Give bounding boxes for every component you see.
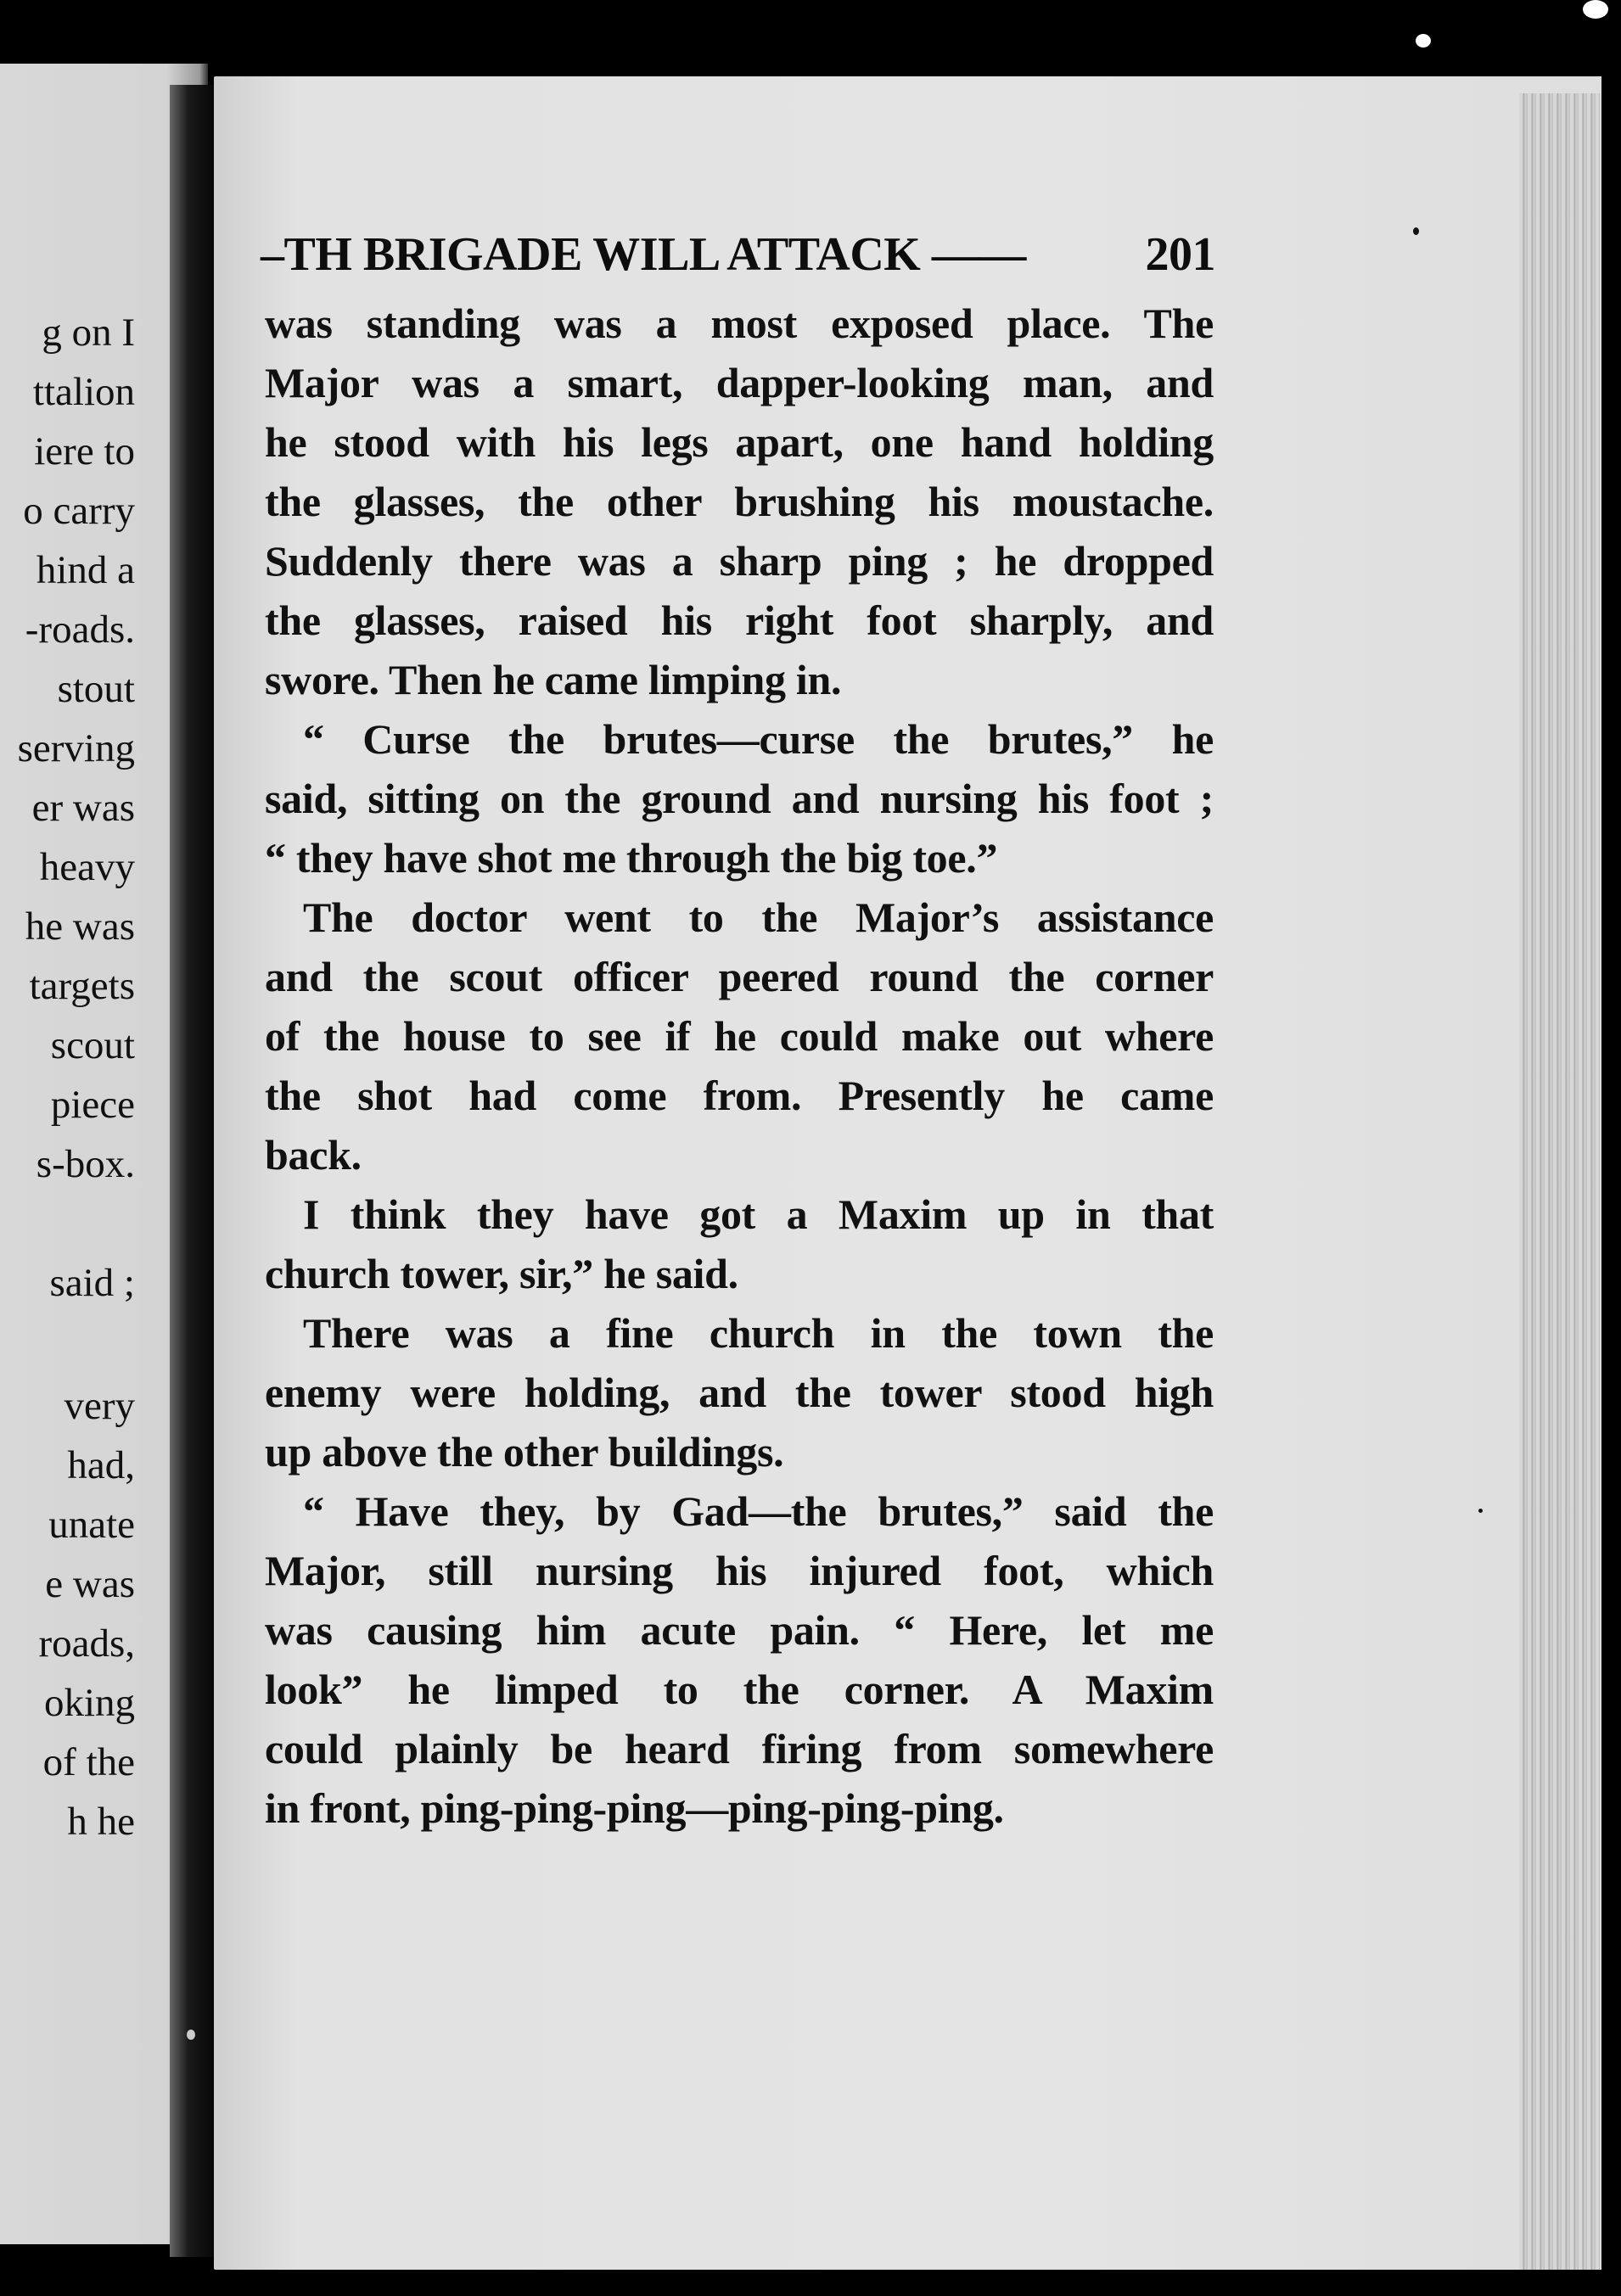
left-page-line: said ; (49, 1261, 135, 1305)
running-head (261, 227, 1215, 282)
text-line: The doctor went to the Major’s assistance (303, 893, 1214, 941)
text-line: “ Have they, by Gad—the brutes,” said the (303, 1487, 1214, 1535)
left-page-line: targets (29, 964, 135, 1008)
text-line: look” he limped to the corner. A Maxim (265, 1666, 1214, 1713)
left-page-line: -roads. (25, 608, 135, 652)
left-page-line: oking (43, 1681, 135, 1725)
text-line: could plainly be heard firing from somewhere (265, 1725, 1214, 1772)
left-page-line: ttalion (32, 370, 135, 414)
text-line: the shot had come from. Presently he came (265, 1072, 1214, 1119)
text-line: There was a fine church in the town the (303, 1309, 1214, 1357)
text-line: enemy were holding, and the tower stood high (265, 1369, 1214, 1416)
left-page-line: h he (67, 1800, 135, 1844)
scan-speck (187, 2030, 195, 2040)
text-line: swore. Then he came limping in. (265, 656, 842, 703)
text-line: Suddenly there was a sharp ping ; he dropped (265, 537, 1214, 585)
left-page-line: heavy (39, 845, 135, 889)
text-line: said, sitting on the ground and nursing his foot ; (265, 775, 1214, 822)
text-line: he stood with his legs apart, one hand holding (265, 418, 1214, 466)
left-page-line: very (64, 1384, 135, 1428)
left-page-line: g on I (42, 311, 135, 355)
book-gutter (170, 85, 216, 2257)
running-head-title: –TH BRIGADE WILL ATTACK —— (261, 228, 1026, 281)
scan-speck (1583, 0, 1608, 19)
left-page-line: he was (25, 904, 135, 949)
left-page-line: of the (42, 1740, 135, 1784)
text-line: “ Curse the brutes—curse the brutes,” he (303, 715, 1214, 763)
text-line: in front, ping-ping-ping—ping-ping-ping. (265, 1784, 1004, 1832)
text-line: and the scout officer peered round the corner (265, 953, 1214, 1000)
left-page-line: e was (45, 1562, 135, 1606)
left-page-line: scout (50, 1023, 135, 1067)
left-page-line: o carry (23, 489, 135, 533)
text-line: I think they have got a Maxim up in that (303, 1190, 1214, 1238)
left-page-line: piece (50, 1083, 135, 1127)
left-page-line: had, (67, 1443, 135, 1487)
left-page-line: serving (17, 726, 135, 770)
page-edge (1519, 93, 1600, 2270)
left-page-line: er was (31, 786, 135, 830)
text-line: of the house to see if he could make out where (265, 1012, 1214, 1060)
text-line: Major, still nursing his injured foot, which (265, 1547, 1214, 1594)
text-line: back. (265, 1131, 362, 1179)
text-line: was standing was a most exposed place. The (265, 300, 1214, 347)
left-page-line: iere to (34, 429, 135, 473)
left-page-line: s-box. (36, 1142, 135, 1186)
left-page-line: stout (57, 667, 135, 711)
text-line: Major was a smart, dapper-looking man, and (265, 359, 1214, 406)
scan-speck (1413, 227, 1419, 235)
left-page-line: unate (48, 1503, 135, 1547)
text-line: up above the other buildings. (265, 1428, 784, 1476)
text-line: was causing him acute pain. “ Here, let me (265, 1606, 1214, 1654)
scan-speck (1416, 34, 1431, 48)
text-line: church tower, sir,” he said. (265, 1250, 738, 1297)
page-number: 201 (1145, 228, 1215, 281)
scan-speck (1478, 1509, 1483, 1513)
left-page-line: roads, (38, 1621, 135, 1666)
text-line: “ they have shot me through the big toe.” (265, 834, 998, 882)
text-line: the glasses, the other brushing his moustache. (265, 478, 1214, 525)
text-line: the glasses, raised his right foot sharply, and (265, 596, 1214, 644)
left-page-line: hind a (36, 548, 135, 592)
